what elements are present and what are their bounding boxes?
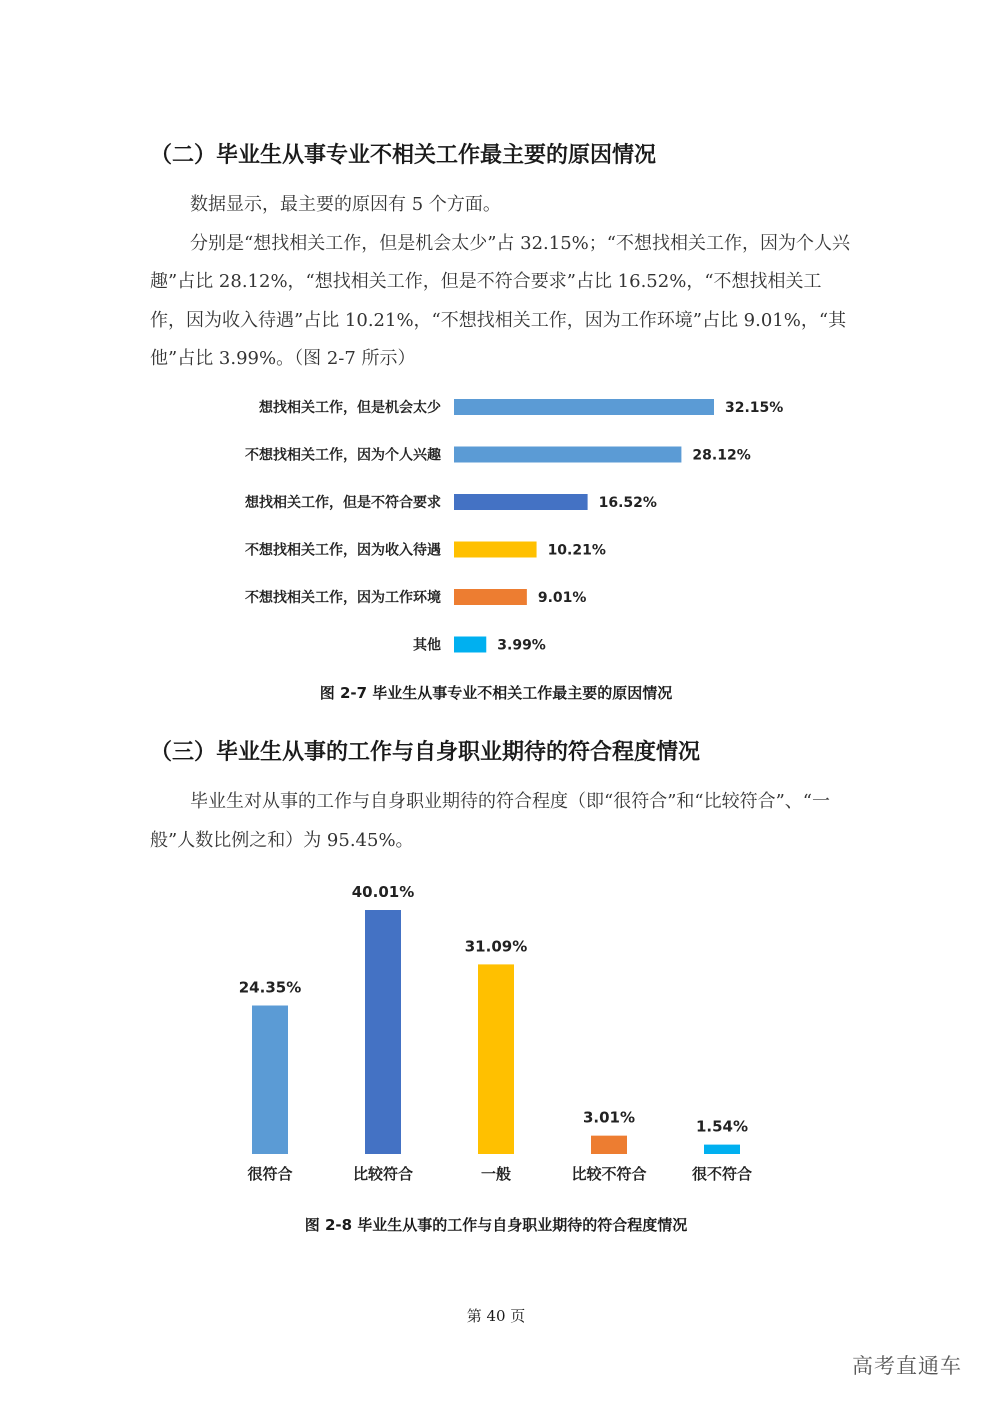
bar xyxy=(591,1136,627,1154)
bar xyxy=(454,637,486,653)
section2-para1: 数据显示，最主要的原因有 5 个方面。 xyxy=(190,194,501,215)
bar xyxy=(704,1145,740,1154)
bar-value-label: 31.09% xyxy=(464,937,528,956)
page-number: 第 40 页 xyxy=(466,1307,526,1325)
bar-category-label: 想找相关工作，但是不符合要求 xyxy=(245,495,441,511)
section2-heading: （二）毕业生从事专业不相关工作最主要的原因情况 xyxy=(150,143,657,168)
bar-value-label: 16.52% xyxy=(598,495,657,511)
bar xyxy=(478,964,514,1154)
bar-value-label: 28.12% xyxy=(692,447,751,464)
section2-text xyxy=(150,186,850,379)
bar-category-label: 其他 xyxy=(413,637,441,654)
bar-value-label: 9.01% xyxy=(537,590,587,606)
bar-category-label: 一般 xyxy=(480,1165,512,1183)
bar xyxy=(454,447,681,463)
reasons-bar-chart xyxy=(0,385,992,665)
bar xyxy=(454,542,537,558)
bar-category-label: 很符合 xyxy=(247,1165,293,1183)
bar-value-label: 32.15% xyxy=(725,400,784,416)
bar-value-label: 10.21% xyxy=(547,542,606,559)
figure-2-7-caption: 图 2-7 毕业生从事专业不相关工作最主要的原因情况 xyxy=(319,684,673,702)
match-bar-chart xyxy=(0,870,992,1200)
bar-category-label: 不想找相关工作，因为个人兴趣 xyxy=(245,447,441,464)
bar-value-label: 3.99% xyxy=(497,637,546,654)
bar-category-label: 不想找相关工作，因为收入待遇 xyxy=(245,542,441,559)
bar-category-label: 很不符合 xyxy=(691,1165,753,1183)
bar-value-label: 1.54% xyxy=(695,1117,749,1136)
bar xyxy=(365,910,401,1154)
section2-para2: 分别是“想找相关工作，但是机会太少”占 32.15%；“不想找相关工作，因为个人兴趣”占比 28.12%，“想找相关工作，但是不符合要求”占比 16.52%，“不想找相关工作，因为收入待遇”占比 10.21%，“不想找相关工作，因为工作环境”占比 9.01%，“其他”占比 3.99%。（图 2-7 所示） xyxy=(150,232,850,369)
section3-heading: （三）毕业生从事的工作与自身职业期待的符合程度情况 xyxy=(150,740,701,765)
bar xyxy=(454,494,588,510)
bar xyxy=(454,399,714,415)
bar-category-label: 比较符合 xyxy=(352,1165,414,1183)
bar-value-label: 3.01% xyxy=(582,1108,636,1127)
watermark: 高考直通车 xyxy=(852,1354,962,1378)
figure-2-8-caption: 图 2-8 毕业生从事的工作与自身职业期待的符合程度情况 xyxy=(304,1216,688,1234)
bar-category-label: 想找相关工作，但是机会太少 xyxy=(259,400,441,416)
bar-value-label: 40.01% xyxy=(351,883,415,901)
bar-category-label: 比较不符合 xyxy=(571,1165,647,1183)
section3-para1: 毕业生对从事的工作与自身职业期待的符合程度（即“很符合”和“比较符合”、“一般”人数比例之和）为 95.45%。 xyxy=(150,791,831,851)
section3-text xyxy=(150,783,850,860)
bar-value-label: 24.35% xyxy=(238,978,302,997)
bar xyxy=(454,589,527,605)
bar xyxy=(252,1006,288,1154)
bar-category-label: 不想找相关工作，因为工作环境 xyxy=(245,590,441,606)
